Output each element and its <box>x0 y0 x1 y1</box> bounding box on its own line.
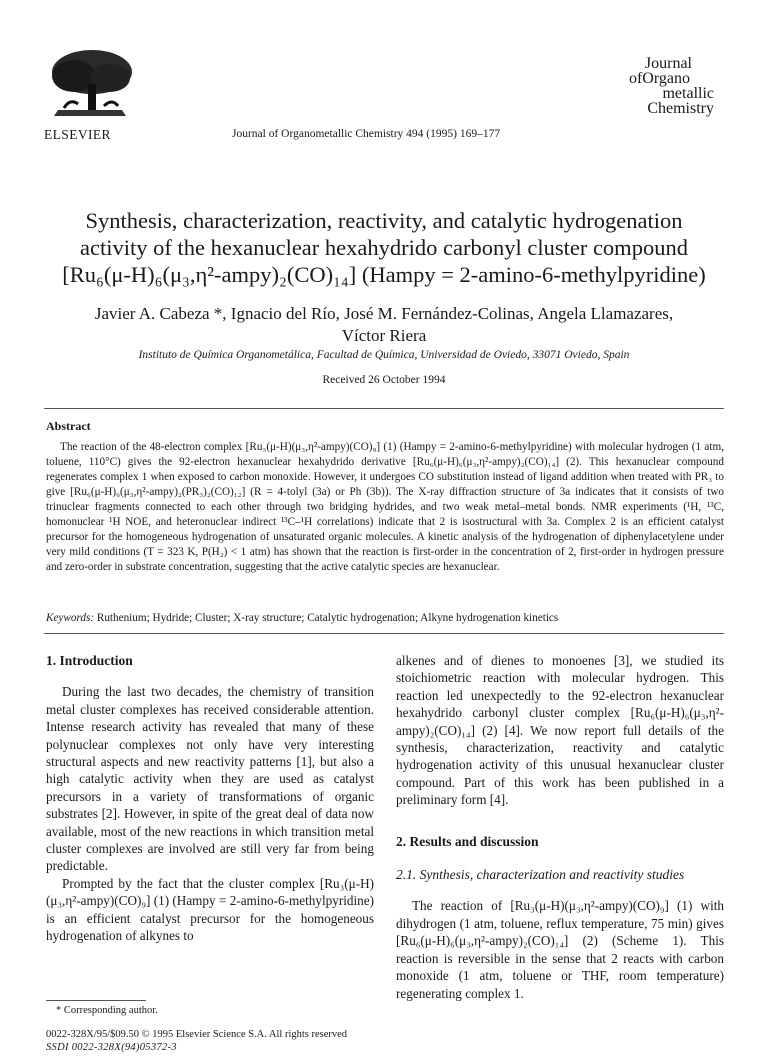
page-header <box>0 0 768 150</box>
paragraph: The reaction of [Ru₃(μ-H)(μ₃,η²-ampy)(CO)₉] (1) with dihydrogen (1 atm, toluene, reflux temperature, 75 min) gives [Ru₆(μ-H)₆(μ₃,η²-ampy)₂(CO)₁₄] (2) (Scheme 1). This reaction is reversible in the sense that 2 reacts with carbon monoxide (1 atm, toluene or THF, room temperature) regenerating complex 1. <box>396 898 724 1001</box>
journal-reference: Journal of Organometallic Chemistry 494 (1995) 169–177 <box>232 128 501 140</box>
title-line: Synthesis, characterization, reactivity, and catalytic hydrogenation <box>85 208 683 233</box>
journal-logo-line: Journal <box>644 55 692 72</box>
keywords-text: Ruthenium; Hydride; Cluster; X-ray structure; Catalytic hydrogenation; Alkyne hydrogenation kinetics <box>96 612 559 624</box>
abstract-text: The reaction of the 48-electron complex [Ru₃(μ-H)(μ₃,η²-ampy)(CO)₉] (1) (Hampy = 2-amino-6-methylpyridine) with molecular hydrogen (1 atm, toluene, 110°C) gives the 92-electron hexanuclear hexahydrido derivative [Ru₆(μ-H)₆(μ₃,η²-ampy)₂(CO)₁₄] (2). This hexanuclear compound regenerates complex 1 when exposed to carbon monoxide. However, it undergoes CO substitution instead of ligand addition when treated with PR₃ to give [Ru₆(μ-H)₆(μ₃,η²-ampy)₂(PR₃)₂(CO)₁₂] (R = 4-tolyl (3a) or Ph (3b)). The X-ray diffraction structure of 3a indicates that it consists of two trinuclear fragments connected to each other through two bridging hydrides, and two weak metal–metal bonds. NMR experiments (¹H, ¹³C, homonuclear ¹H NOE, and heteronuclear indirect ¹³C–¹H correlations) indicate that 2 is isostructural with 3a. Complex 2 is an efficient catalyst precursor for the homogeneous hydrogenation of unsaturated organic molecules. A kinetic analysis of the hydrogenation of diphenylacetylene under very mild conditions (T = 323 K, P(H₂) < 1 atm) has shown that the reaction is first-order in the concentration of 2, first-order in hydrogen pressure and zero-order in substrate concentration, suggesting that the active catalytic species are hexanuclear. <box>46 441 724 573</box>
title-line: activity of the hexanuclear hexahydrido carbonyl cluster compound <box>80 235 688 260</box>
right-column <box>396 652 724 1002</box>
section-heading: 2. Results and discussion <box>396 833 539 849</box>
author-list <box>60 303 708 347</box>
publisher-name: ELSEVIER <box>44 127 111 142</box>
footnote-rule <box>46 1000 146 1001</box>
journal-logo-line: metallic <box>662 85 714 102</box>
copyright-line: 0022-328X/95/$09.50 © 1995 Elsevier Science S.A. All rights reserved <box>46 1029 348 1040</box>
affiliation: Instituto de Química Organometálica, Facultad de Química, Universidad de Oviedo, 33071 Oviedo, Spain <box>138 349 630 361</box>
keywords <box>46 612 724 624</box>
section-heading: 1. Introduction <box>46 653 133 668</box>
subsection-heading: 2.1. Synthesis, characterization and reactivity studies <box>396 867 685 883</box>
paragraph: alkenes and of dienes to monoenes [3], we studied its stoichiometric reaction with molecular hydrogen. This reaction led unexpectedly to the 92-electron hexanuclear hexahydrido carbonyl cluster complex [Ru₆(μ-H)₆(μ₃,η²-ampy)₂(CO)₁₄] (2) [4]. We now report full details of the synthesis, characterization, reactivity and catalytic hydrogenation activity of this unusual hexanuclear cluster compound. Part of this work has been published in a preliminary form [4]. <box>396 653 724 808</box>
paragraph: During the last two decades, the chemistry of transition metal cluster complexes has received considerable attention. Intense research activity has revealed that many of these polynuclear complexes not only have very interesting structural aspects and new reactivity patterns [1], but also a high catalytic activity when they are used as catalyst precursors in a variety of transformations of organic substrates [2]. However, in spite of the great deal of data now available, most of the new reactions in which transition metal cluster complexes are involved are still very far from being predictable. <box>46 684 374 874</box>
page-footer <box>46 1028 347 1054</box>
journal-logo <box>594 56 714 116</box>
divider <box>44 633 724 634</box>
authors-line: Víctor Riera <box>341 326 427 345</box>
journal-logo-line: Chemistry <box>647 100 714 117</box>
paper-title <box>50 207 718 288</box>
title-line: [Ru₆(μ-H)₆(μ₃,η²-ampy)₂(CO)₁₄] (Hampy = 2-amino-6-methylpyridine) <box>62 262 706 287</box>
ssdi-line: SSDI 0022-328X(94)05372-3 <box>46 1042 177 1053</box>
footnote: * Corresponding author. <box>56 1005 158 1016</box>
left-column <box>46 652 374 945</box>
paragraph: Prompted by the fact that the cluster complex [Ru₃(μ-H)(μ₃,η²-ampy)(CO)₉] (1) (Hampy = 2-amino-6-methylpyridine) is an efficient catalyst precursor for the homogeneous hydrogenation of alkynes to <box>46 875 374 944</box>
abstract-heading: Abstract <box>46 419 91 433</box>
keywords-label: Keywords: <box>46 612 95 624</box>
divider <box>44 408 724 409</box>
elsevier-tree-logo <box>44 46 136 120</box>
journal-logo-line: ofOrgano <box>628 70 690 87</box>
received-date: Received 26 October 1994 <box>322 374 446 386</box>
authors-line: Javier A. Cabeza *, Ignacio del Río, José M. Fernández-Colinas, Angela Llamazares, <box>94 304 674 323</box>
